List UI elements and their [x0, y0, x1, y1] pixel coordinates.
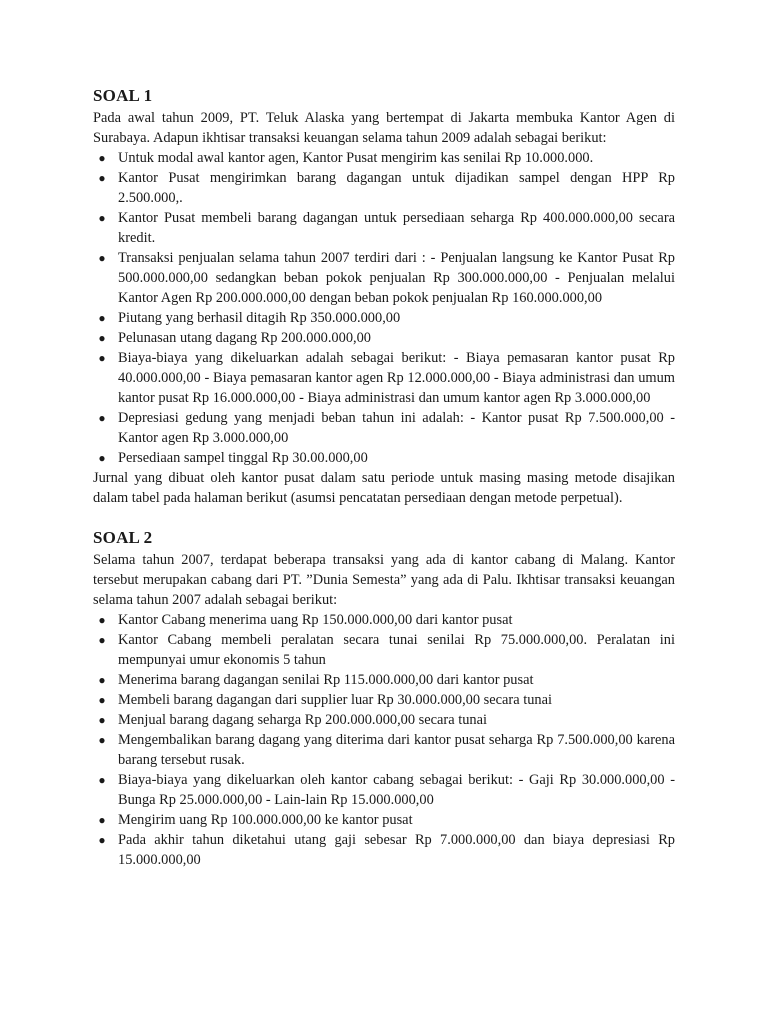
list-item-text: Kantor Cabang menerima uang Rp 150.000.000,00 dari kantor pusat [118, 612, 513, 628]
list-item-text: Mengirim uang Rp 100.000.000,00 ke kantor pusat [118, 812, 413, 828]
list-item [93, 308, 675, 328]
list-item [93, 348, 675, 408]
bullet-icon: ● [98, 251, 106, 265]
list-item-text: Mengembalikan barang dagang yang diterima dari kantor pusat seharga Rp 7.500.000,00 karena barang tersebut rusak. [118, 732, 675, 768]
soal-1-heading: SOAL 1 [93, 86, 153, 105]
soal-1-list [93, 148, 675, 468]
bullet-icon: ● [98, 613, 106, 627]
bullet-icon: ● [98, 311, 106, 325]
list-item-text: Membeli barang dagangan dari supplier luar Rp 30.000.000,00 secara tunai [118, 692, 552, 708]
list-item [93, 670, 675, 690]
list-item-text: Kantor Pusat mengirimkan barang dagangan untuk dijadikan sampel dengan HPP Rp 2.500.000,. [118, 170, 675, 206]
list-item [93, 630, 675, 670]
bullet-icon: ● [98, 351, 106, 365]
list-item-text: Kantor Pusat membeli barang dagangan untuk persediaan seharga Rp 400.000.000,00 secara kredit. [118, 210, 675, 246]
bullet-icon: ● [98, 673, 106, 687]
list-item-text: Transaksi penjualan selama tahun 2007 terdiri dari : - Penjualan langsung ke Kantor Pusat Rp 500.000.000,00 sedangkan beban pokok penjualan Rp 300.000.000,00 - Penjualan melalui Kantor Agen Rp 200.000.000,00 dengan beban pokok penjualan Rp 160.000.000,00 [118, 250, 675, 306]
list-item [93, 830, 675, 870]
bullet-icon: ● [98, 713, 106, 727]
list-item [93, 710, 675, 730]
soal-2-heading: SOAL 2 [93, 528, 153, 547]
list-item [93, 770, 675, 810]
list-item [93, 408, 675, 448]
list-item-text: Pada akhir tahun diketahui utang gaji sebesar Rp 7.000.000,00 dan biaya depresiasi Rp 15.000.000,00 [118, 832, 675, 868]
list-item [93, 448, 675, 468]
soal-2-section [93, 528, 675, 870]
document-page [93, 86, 675, 870]
bullet-icon: ● [98, 733, 106, 747]
list-item-text: Kantor Cabang membeli peralatan secara tunai senilai Rp 75.000.000,00. Peralatan ini mempunyai umur ekonomis 5 tahun [118, 632, 675, 668]
bullet-icon: ● [98, 813, 106, 827]
bullet-icon: ● [98, 833, 106, 847]
soal-1-closing: Jurnal yang dibuat oleh kantor pusat dalam satu periode untuk masing masing metode disajikan dalam tabel pada halaman berikut (asumsi pencatatan persediaan dengan metode perpetual). [93, 470, 675, 506]
soal-2-intro: Selama tahun 2007, terdapat beberapa transaksi yang ada di kantor cabang di Malang. Kantor tersebut merupakan cabang dari PT. ”Dunia Semesta” yang ada di Palu. Ikhtisar transaksi keuangan selama tahun 2007 adalah sebagai berikut: [93, 552, 675, 608]
bullet-icon: ● [98, 633, 106, 647]
bullet-icon: ● [98, 773, 106, 787]
bullet-icon: ● [98, 411, 106, 425]
list-item-text: Biaya-biaya yang dikeluarkan adalah sebagai berikut: - Biaya pemasaran kantor pusat Rp 40.000.000,00 - Biaya pemasaran kantor agen Rp 12.000.000,00 - Biaya administrasi dan umum kantor pusat Rp 16.000.000,00 - Biaya administrasi dan umum kantor agen Rp 3.000.000,00 [118, 350, 675, 406]
list-item [93, 148, 675, 168]
list-item-text: Menerima barang dagangan senilai Rp 115.000.000,00 dari kantor pusat [118, 672, 534, 688]
soal-1-intro: Pada awal tahun 2009, PT. Teluk Alaska yang bertempat di Jakarta membuka Kantor Agen di Surabaya. Adapun ikhtisar transaksi keuangan selama tahun 2009 adalah sebagai berikut: [93, 110, 675, 146]
list-item [93, 168, 675, 208]
list-item [93, 690, 675, 710]
bullet-icon: ● [98, 151, 106, 165]
list-item-text: Depresiasi gedung yang menjadi beban tahun ini adalah: - Kantor pusat Rp 7.500.000,00 - Kantor agen Rp 3.000.000,00 [118, 410, 675, 446]
list-item-text: Persediaan sampel tinggal Rp 30.00.000,00 [118, 450, 368, 466]
soal-2-list [93, 610, 675, 870]
list-item [93, 730, 675, 770]
bullet-icon: ● [98, 451, 106, 465]
bullet-icon: ● [98, 211, 106, 225]
list-item-text: Pelunasan utang dagang Rp 200.000.000,00 [118, 330, 372, 346]
list-item [93, 248, 675, 308]
bullet-icon: ● [98, 693, 106, 707]
list-item [93, 328, 675, 348]
list-item-text: Biaya-biaya yang dikeluarkan oleh kantor cabang sebagai berikut: - Gaji Rp 30.000.000,00 - Bunga Rp 25.000.000,00 - Lain-lain Rp 15.000.000,00 [118, 772, 675, 808]
list-item-text: Piutang yang berhasil ditagih Rp 350.000.000,00 [118, 310, 401, 326]
bullet-icon: ● [98, 171, 106, 185]
list-item [93, 208, 675, 248]
list-item [93, 610, 675, 630]
list-item-text: Untuk modal awal kantor agen, Kantor Pusat mengirim kas senilai Rp 10.000.000. [118, 150, 594, 166]
list-item-text: Menjual barang dagang seharga Rp 200.000.000,00 secara tunai [118, 712, 487, 728]
bullet-icon: ● [98, 331, 106, 345]
list-item [93, 810, 675, 830]
soal-1-section [93, 86, 675, 508]
